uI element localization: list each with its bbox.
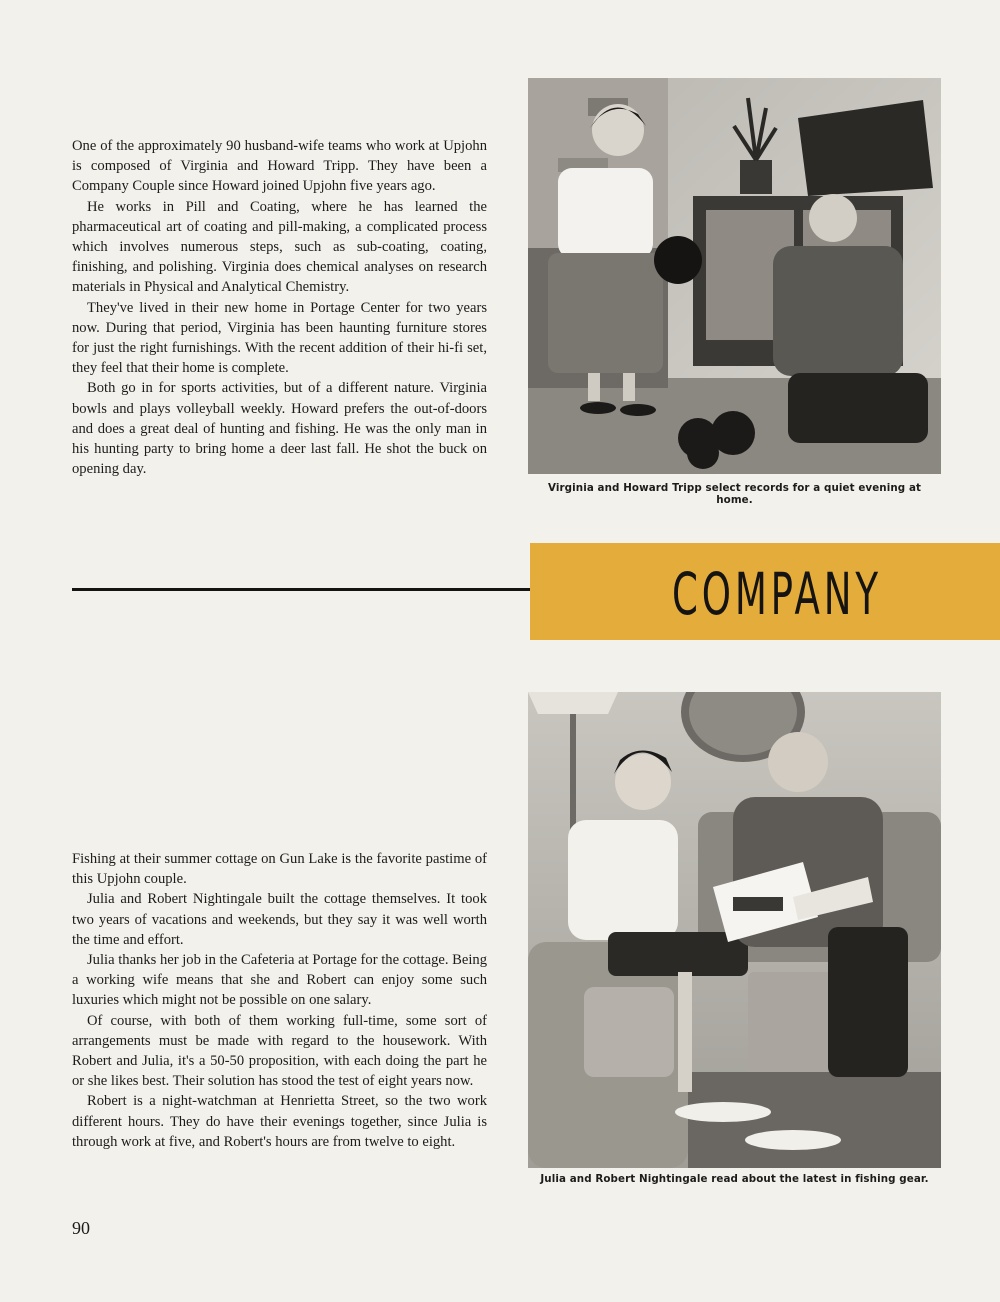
photo-nightingale-image: [528, 692, 941, 1168]
paragraph: Both go in for sports activities, but of a different nature. Virginia bowls and plays volleyball weekly. Howard prefers the out-of-doors and does a great deal of hunting and fishing. He was the only man in his hunting party to bring home a deer last fall. He shot the buck on opening day.: [72, 380, 487, 478]
paragraph: Julia and Robert Nightingale built the cottage themselves. It took two years of vacations and weekends, but they say it was well worth the time and effort.: [72, 891, 487, 948]
photo-caption: Julia and Robert Nightingale read about the latest in fishing gear.: [540, 1173, 929, 1185]
photo-tripp-image: [528, 78, 941, 474]
photo-nightingale-couple: [528, 692, 941, 1168]
paragraph: Of course, with both of them working full-time, some sort of arrangements must be made with regard to the housework. With Robert and Julia, it's a 50-50 proposition, with each doing the part he or she likes best. Their solution has stood the test of eight years now.: [72, 1012, 487, 1090]
story-tripp-text: [72, 136, 487, 479]
divider-rule: [72, 588, 584, 591]
paragraph: Robert is a night-watchman at Henrietta Street, so the two work different hours. They do have their evenings together, since Julia is through work at five, and Robert's hours are from twelve to eight.: [72, 1093, 487, 1150]
photo-tripp-couple: [528, 78, 941, 474]
story-nightingale-text: [72, 849, 487, 1152]
paragraph: One of the approximately 90 husband-wife teams who work at Upjohn is composed of Virginia and Howard Tripp. They have been a Company Couple since Howard joined Upjohn five years ago.: [72, 138, 487, 195]
banner-title: COMPANY: [672, 560, 882, 628]
paragraph: Julia thanks her job in the Cafeteria at Portage for the cottage. Being a working wife means that she and Robert can enjoy some such luxuries which might not be possible on one salary.: [72, 952, 487, 1009]
page-number: 90: [72, 1218, 90, 1238]
photo-caption: Virginia and Howard Tripp select records for a quiet evening at home.: [547, 482, 922, 506]
paragraph: He works in Pill and Coating, where he has learned the pharmaceutical art of coating and pill-making, a complicated process which involves numerous steps, such as sub-coating, coating, finishing, and polishing. Virginia does chemical analyses on research materials in Physical and Analytical Chemistry.: [72, 198, 487, 296]
paragraph: They've lived in their new home in Portage Center for two years now. During that period, Virginia has been haunting furniture stores for just the right furnishings. With the recent addition of their hi-fi set, they feel that their home is complete.: [72, 299, 487, 377]
paragraph: Fishing at their summer cottage on Gun Lake is the favorite pastime of this Upjohn couple.: [72, 851, 487, 888]
